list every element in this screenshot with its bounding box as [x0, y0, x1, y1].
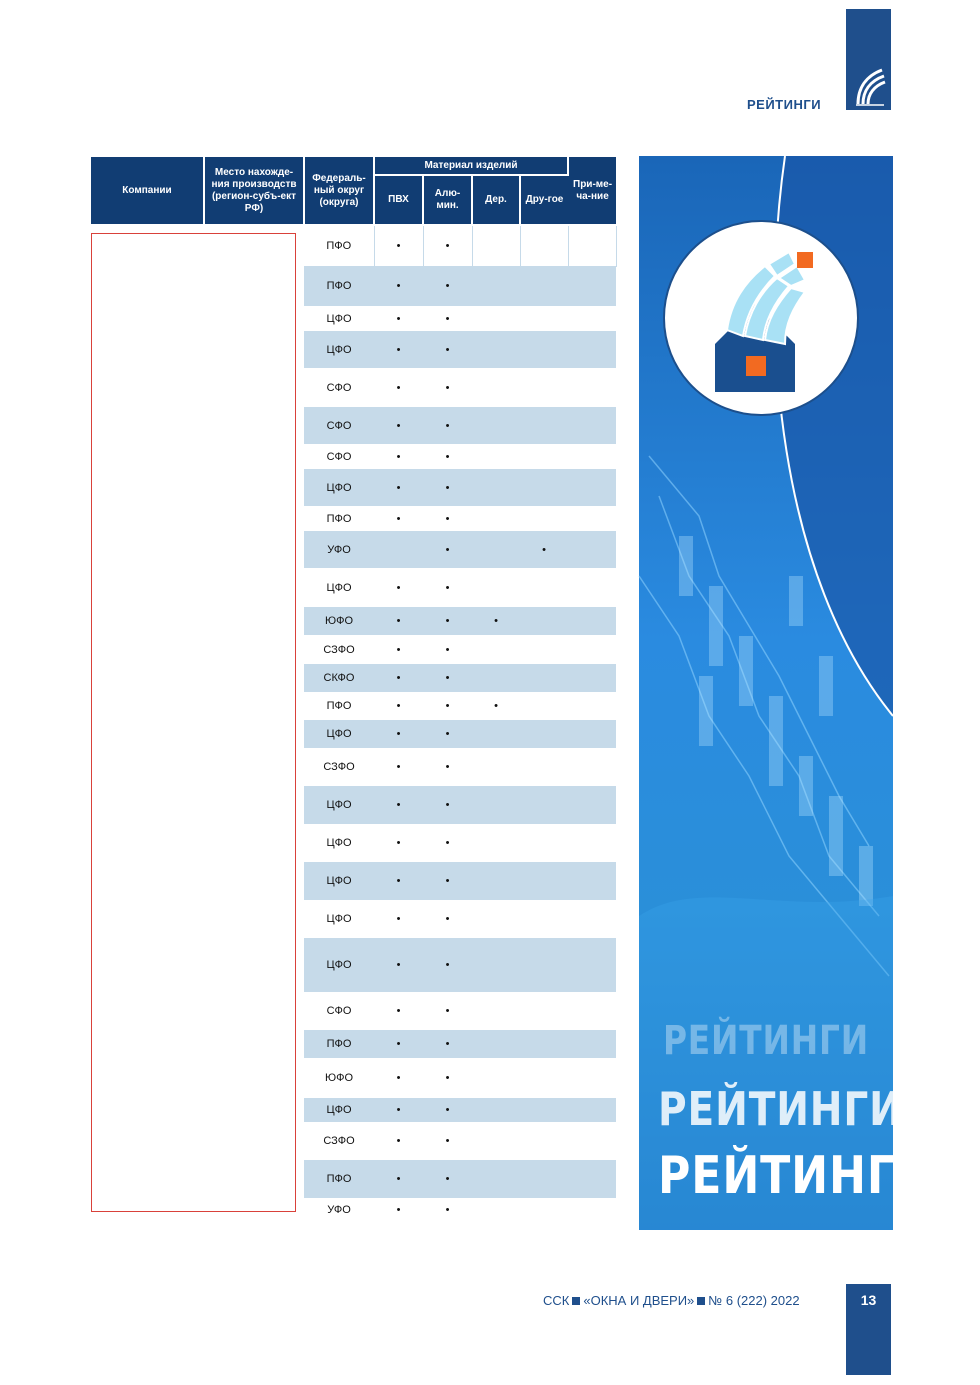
footer-issue: № 6 (222) 2022 [708, 1293, 800, 1308]
district-cell: ЦФО [326, 913, 352, 925]
district-cell: ЦФО [326, 312, 352, 325]
alum-cell: • [445, 1135, 450, 1147]
district-cell: ЦФО [304, 862, 374, 900]
note-cell [568, 469, 616, 506]
wood-cell [472, 720, 520, 748]
wood-cell [472, 1098, 520, 1122]
wood-cell: • [472, 607, 520, 635]
alum-cell: • [423, 225, 472, 266]
note-cell [568, 664, 616, 692]
district-cell: ЦФО [326, 581, 352, 594]
wood-cell [472, 900, 520, 938]
redacted-company-area [91, 233, 296, 1212]
footer-journal-name: «ОКНА И ДВЕРИ» [583, 1293, 695, 1308]
wood-cell [472, 531, 520, 568]
other-cell: • [520, 531, 568, 568]
district-cell: СФО [326, 450, 352, 463]
other-cell [520, 368, 568, 407]
pvc-cell: • [396, 381, 401, 394]
col-header-note: При-ме-ча-ние [568, 157, 616, 225]
district-cell: СЗФО [323, 643, 355, 656]
wood-cell [472, 992, 520, 1030]
pvc-cell: • [374, 1030, 423, 1058]
alum-cell: • [445, 450, 450, 463]
pvc-cell: • [374, 786, 423, 824]
other-cell [520, 938, 568, 992]
alum-cell: • [423, 1160, 472, 1198]
alum-cell: • [445, 512, 450, 525]
square-bullet-icon [572, 1297, 580, 1305]
district-cell: ЦФО [304, 469, 374, 506]
district-cell: ЮФО [324, 1072, 354, 1084]
col-header-pvc: ПВХ [374, 175, 423, 225]
district-cell: ПФО [326, 700, 352, 712]
wood-cell [472, 1122, 520, 1160]
note-cell [568, 992, 616, 1030]
col-header-wood: Дер. [472, 175, 520, 225]
note-cell [568, 786, 616, 824]
note-cell [568, 938, 616, 992]
banner-word-1: РЕЙТИНГИ [662, 1018, 870, 1064]
other-cell [520, 635, 568, 664]
pvc-cell: • [374, 331, 423, 368]
district-cell: ЦФО [304, 1098, 374, 1122]
col-header-material: Материал изделий [374, 157, 568, 175]
wood-cell [472, 368, 520, 407]
pvc-cell: • [396, 512, 401, 525]
pvc-cell: • [374, 469, 423, 506]
wood-cell [472, 568, 520, 607]
alum-cell: • [423, 331, 472, 368]
alum-cell: • [423, 862, 472, 900]
other-cell [520, 1098, 568, 1122]
page-number: 13 [860, 1292, 877, 1308]
note-cell [568, 444, 616, 469]
col-header-alum: Алю-мин. [423, 175, 472, 225]
district-cell: ПФО [304, 266, 374, 306]
wood-cell [472, 225, 520, 266]
wood-cell: • [494, 700, 498, 712]
other-cell [520, 664, 568, 692]
district-cell: СФО [326, 381, 352, 394]
district-cell: ПФО [304, 1030, 374, 1058]
alum-cell: • [423, 531, 472, 568]
alum-cell: • [445, 913, 450, 925]
other-cell [520, 720, 568, 748]
other-cell [520, 862, 568, 900]
pvc-cell: • [374, 862, 423, 900]
other-cell [520, 1122, 568, 1160]
note-cell [568, 407, 616, 444]
alum-cell: • [445, 837, 450, 849]
other-cell [520, 607, 568, 635]
house-windows-icon [665, 222, 857, 414]
col-header-other: Дру-гое [520, 175, 568, 225]
district-cell: УФО [304, 531, 374, 568]
ratings-banner [639, 156, 934, 1230]
district-cell: СФО [304, 407, 374, 444]
other-cell [520, 900, 568, 938]
pvc-cell: • [374, 607, 423, 635]
swoosh-logo-icon [852, 66, 886, 106]
note-cell [568, 862, 616, 900]
other-cell [520, 1058, 568, 1098]
wood-cell [472, 266, 520, 306]
other-cell [520, 1160, 568, 1198]
note-cell [568, 1198, 616, 1222]
alum-cell: • [445, 312, 450, 325]
other-cell [520, 306, 568, 331]
pvc-cell: • [374, 1160, 423, 1198]
alum-cell: • [445, 643, 450, 656]
note-cell [568, 368, 616, 407]
alum-cell: • [445, 581, 450, 594]
wood-cell [472, 824, 520, 862]
other-cell [520, 331, 568, 368]
pvc-cell: • [396, 1135, 401, 1147]
district-cell: СКФО [304, 664, 374, 692]
other-cell [520, 506, 568, 531]
note-cell [568, 1098, 616, 1122]
wood-cell [472, 444, 520, 469]
wood-cell [472, 664, 520, 692]
footer-publisher: ССК [543, 1293, 570, 1308]
other-cell [520, 824, 568, 862]
district-cell: СЗФО [323, 1135, 355, 1147]
note-cell [568, 1122, 616, 1160]
district-cell: ПФО [304, 1160, 374, 1198]
note-cell [568, 748, 616, 786]
other-cell [520, 225, 568, 266]
district-cell: УФО [327, 1204, 351, 1216]
other-cell [520, 786, 568, 824]
alum-cell: • [445, 381, 450, 394]
alum-cell: • [423, 407, 472, 444]
district-cell: ЦФО [304, 938, 374, 992]
note-cell [568, 720, 616, 748]
note-cell [568, 568, 616, 607]
pvc-cell: • [396, 1072, 401, 1084]
pvc-cell: • [374, 664, 423, 692]
wood-cell [472, 748, 520, 786]
wood-cell [472, 469, 520, 506]
wood-cell [472, 506, 520, 531]
pvc-cell [374, 531, 423, 568]
pvc-cell: • [396, 1204, 401, 1216]
pvc-cell: • [396, 450, 401, 463]
alum-cell: • [445, 1072, 450, 1084]
wood-cell [472, 407, 520, 444]
pvc-cell: • [396, 643, 401, 656]
district-cell: СЗФО [323, 761, 355, 773]
other-cell [520, 748, 568, 786]
note-cell [568, 531, 616, 568]
note-cell [568, 900, 616, 938]
wood-cell [472, 635, 520, 664]
square-bullet-icon [697, 1297, 705, 1305]
alum-cell: • [423, 1030, 472, 1058]
alum-cell: • [423, 938, 472, 992]
note-cell [568, 331, 616, 368]
col-header-company: Компании [91, 157, 204, 225]
alum-cell: • [445, 1204, 450, 1216]
pvc-cell: • [396, 312, 401, 325]
wood-cell [472, 1030, 520, 1058]
alum-cell: • [423, 469, 472, 506]
pvc-cell: • [396, 837, 401, 849]
note-cell [568, 225, 616, 266]
wood-cell [472, 1058, 520, 1098]
wood-cell [472, 331, 520, 368]
banner-word-3: РЕЙТИНГИ [658, 1146, 934, 1206]
alum-cell: • [423, 266, 472, 306]
alum-cell: • [423, 664, 472, 692]
district-cell: ЮФО [304, 607, 374, 635]
pvc-cell: • [374, 720, 423, 748]
district-cell: ЦФО [304, 786, 374, 824]
district-cell: ЦФО [304, 331, 374, 368]
wood-cell [472, 786, 520, 824]
note-cell [568, 266, 616, 306]
pvc-cell: • [374, 225, 423, 266]
wood-cell [472, 938, 520, 992]
other-cell [520, 568, 568, 607]
other-cell [520, 692, 568, 720]
pvc-cell: • [374, 266, 423, 306]
note-cell [568, 506, 616, 531]
section-title: РЕЙТИНГИ [747, 97, 822, 112]
banner-word-2: РЕЙТИНГИ [658, 1082, 903, 1136]
alum-cell: • [423, 720, 472, 748]
footer-journal [543, 1293, 800, 1308]
wood-cell [472, 1160, 520, 1198]
alum-cell: • [423, 607, 472, 635]
wood-cell [472, 1198, 520, 1222]
alum-cell: • [445, 1005, 450, 1017]
note-cell [568, 607, 616, 635]
note-cell [568, 1160, 616, 1198]
note-cell [568, 1030, 616, 1058]
note-cell [568, 824, 616, 862]
other-cell [520, 992, 568, 1030]
other-cell [520, 407, 568, 444]
alum-cell: • [445, 700, 450, 712]
note-cell [568, 1058, 616, 1098]
pvc-cell: • [396, 700, 401, 712]
wood-cell [472, 862, 520, 900]
other-cell [520, 444, 568, 469]
alum-cell: • [423, 1098, 472, 1122]
pvc-cell: • [374, 1098, 423, 1122]
district-cell: ПФО [304, 225, 374, 266]
col-header-district: Федераль-ный округ (округа) [304, 157, 374, 225]
other-cell [520, 1030, 568, 1058]
pvc-cell: • [396, 1005, 401, 1017]
pvc-cell: • [396, 913, 401, 925]
pvc-cell: • [374, 407, 423, 444]
other-cell [520, 266, 568, 306]
note-cell [568, 635, 616, 664]
col-header-location: Место нахожде-ния производств (регион-субъ-ект РФ) [204, 157, 304, 225]
district-cell: ЦФО [326, 837, 352, 849]
alum-cell: • [445, 761, 450, 773]
pvc-cell: • [374, 938, 423, 992]
pvc-cell: • [396, 761, 401, 773]
note-cell [568, 692, 616, 720]
other-cell [520, 469, 568, 506]
note-cell [568, 306, 616, 331]
other-cell [520, 1198, 568, 1222]
district-cell: ПФО [326, 512, 352, 525]
district-cell: СФО [326, 1005, 352, 1017]
wood-cell [472, 306, 520, 331]
pvc-cell: • [396, 581, 401, 594]
alum-cell: • [423, 786, 472, 824]
house-logo-circle [663, 220, 859, 416]
district-cell: ЦФО [304, 720, 374, 748]
